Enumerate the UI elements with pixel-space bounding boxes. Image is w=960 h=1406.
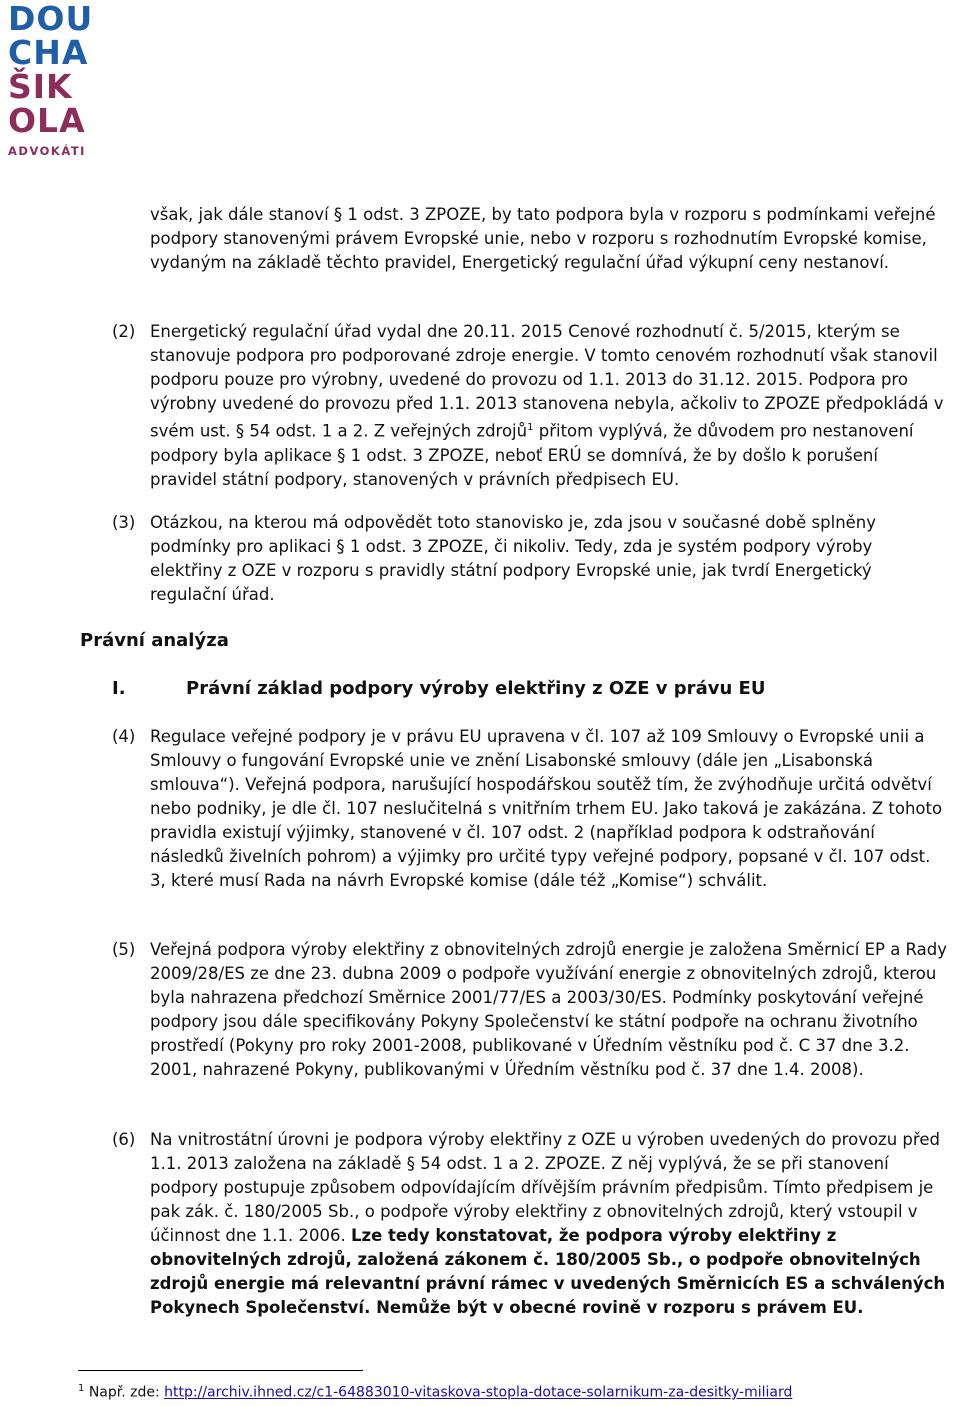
footnote (78, 1383, 792, 1401)
paragraph-number: (2) (112, 322, 136, 341)
paragraph-text: Energetický regulační úřad vydal dne 20.11. 2015 Cenové rozhodnutí č. 5/2015, kterým se stanovuje podpora pro podporované zdroje energie. V tomto cenovém rozhodnutí však stanovil podporu pouze pro výrobny, uvedené do provozu od 1.1. 2013 do 31.12. 2015. Podpora pro výrobny uvedené do provozu před 1.1. 2013 stanovena nebyla, ačkoliv to ZPOZE předpokládá v svém ust. § 54 odst. 1 a 2. Z veřejných zdrojů (150, 322, 944, 441)
section-title: Právní základ podpory výroby elektřiny z OZE v právu EU (186, 678, 766, 699)
paragraph-5 (112, 938, 950, 1082)
paragraph-bold-text: Lze tedy konstatovat, že podpora výroby elektřiny z obnovitelných zdrojů, založená zákonem č. 180/2005 Sb., o podpoře obnovitelných zdrojů energie má relevantní právní rámec v uvedených Směrnicích ES a schválených Pokynech Společenství. Nemůže být v obecné rovině v rozporu s právem EU. (150, 1226, 946, 1317)
footnote-divider (78, 1370, 363, 1371)
logo-line-1: DOU (8, 0, 94, 38)
section-number: I. (112, 678, 126, 699)
paragraph-2 (112, 320, 950, 492)
paragraph-number: (4) (112, 727, 136, 746)
heading-legal-analysis: Právní analýza (80, 630, 229, 651)
paragraph-text-cont: přitom vyplývá, že důvodem pro nestanovení podpory byla aplikace § 1 odst. 3 ZPOZE, neboť ERÚ se domnívá, že by došlo k porušení pravidel státní podpory, stanovených v právních předpisech EU. (150, 421, 914, 489)
paragraph-text: Regulace veřejné podpory je v právu EU upravena v čl. 107 až 109 Smlouvy o Evropské unii a Smlouvy o fungování Evropské unie ve znění Lisabonské smlouvy (dále jen „Lisabonská smlouva“). Veřejná podpora, narušující hospodářskou soutěž tím, že zvýhodňuje určitá odvětví nebo podniky, je dle čl. 107 neslučitelná s vnitřním trhem EU. Jako taková je zakázána. Z tohoto pravidla existují výjimky, stanovené v čl. 107 odst. 2 (například podpora k odstraňování následků živelních pohrom) a výjimky pro určité typy veřejné podpory, popsané v čl. 107 odst. 3, které musí Rada na návrh Evropské komise (dále též „Komise“) schválit. (150, 727, 943, 890)
logo-subtitle: ADVOKÁTI (8, 144, 86, 158)
intro-text: však, jak dále stanoví § 1 odst. 3 ZPOZE, by tato podpora byla v rozporu s podmínkami veřejné podpory stanovenými právem Evropské unie, nebo v rozporu s rozhodnutím Evropské komise, vydaným na základě těchto pravidel, Energetický regulační úřad výkupní ceny nestanoví. (150, 205, 936, 272)
paragraph-3 (112, 511, 950, 607)
footnote-prefix: Např. zde: (88, 1384, 165, 1401)
paragraph-text: Otázkou, na kterou má odpovědět toto stanovisko je, zda jsou v současné době splněny podmínky pro aplikaci § 1 odst. 3 ZPOZE, či nikoliv. Tedy, zda je systém podpory výroby elektřiny z OZE v rozporu s pravidly státní podpory Evropské unie, jak tvrdí Energetický regulační úřad. (150, 513, 877, 604)
footnote-ref[interactable]: 1 (527, 422, 534, 433)
footnote-link[interactable]: http://archiv.ihned.cz/c1-64883010-vitaskova-stopla-dotace-solarnikum-za-desitky-miliard (164, 1384, 793, 1401)
paragraph-4 (112, 725, 950, 893)
paragraph-6 (112, 1128, 950, 1320)
paragraph-text: Na vnitrostátní úrovni je podpora výroby elektřiny z OZE u výroben uvedených do provozu před 1.1. 2013 založena na základě § 54 odst. 1 a 2. ZPOZE. Z něj vyplývá, že se při stanovení podpory postupuje způsobem odpovídajícím dřívějším právním předpisům. Tímto předpisem je pak zák. č. 180/2005 Sb., o podpoře výroby elektřiny z obnovitelných zdrojů, který vstoupil v účinnost dne 1.1. 2006. (150, 1130, 940, 1245)
paragraph-number: (6) (112, 1130, 136, 1149)
footnote-number: 1 (78, 1383, 85, 1394)
logo-line-4: OLA (8, 101, 86, 140)
paragraph-number: (3) (112, 513, 136, 532)
company-logo (8, 2, 93, 158)
paragraph-text: Veřejná podpora výroby elektřiny z obnovitelných zdrojů energie je založena Směrnicí EP a Rady 2009/28/ES ze dne 23. dubna 2009 o podpoře využívání energie z obnovitelných zdrojů, kterou byla nahrazena předchozí Směrnice 2001/77/ES a 2003/30/ES. Podmínky poskytování veřejné podpory jsou dále specifikovány Pokyny Společenství ke státní podpoře na ochranu životního prostředí (Pokyny pro roky 2001-2008, publikované v Úředním věstníku pod č. C 37 dne 3.2. 2001, nahrazené Pokyny, publikovanými v Úředním věstníku pod č. 37 dne 1.4. 2008). (150, 940, 947, 1079)
paragraph-number: (5) (112, 940, 136, 959)
intro-paragraph (150, 203, 950, 275)
logo-line-2: CHA (8, 33, 89, 72)
logo-line-3: ŠIK (8, 67, 73, 106)
